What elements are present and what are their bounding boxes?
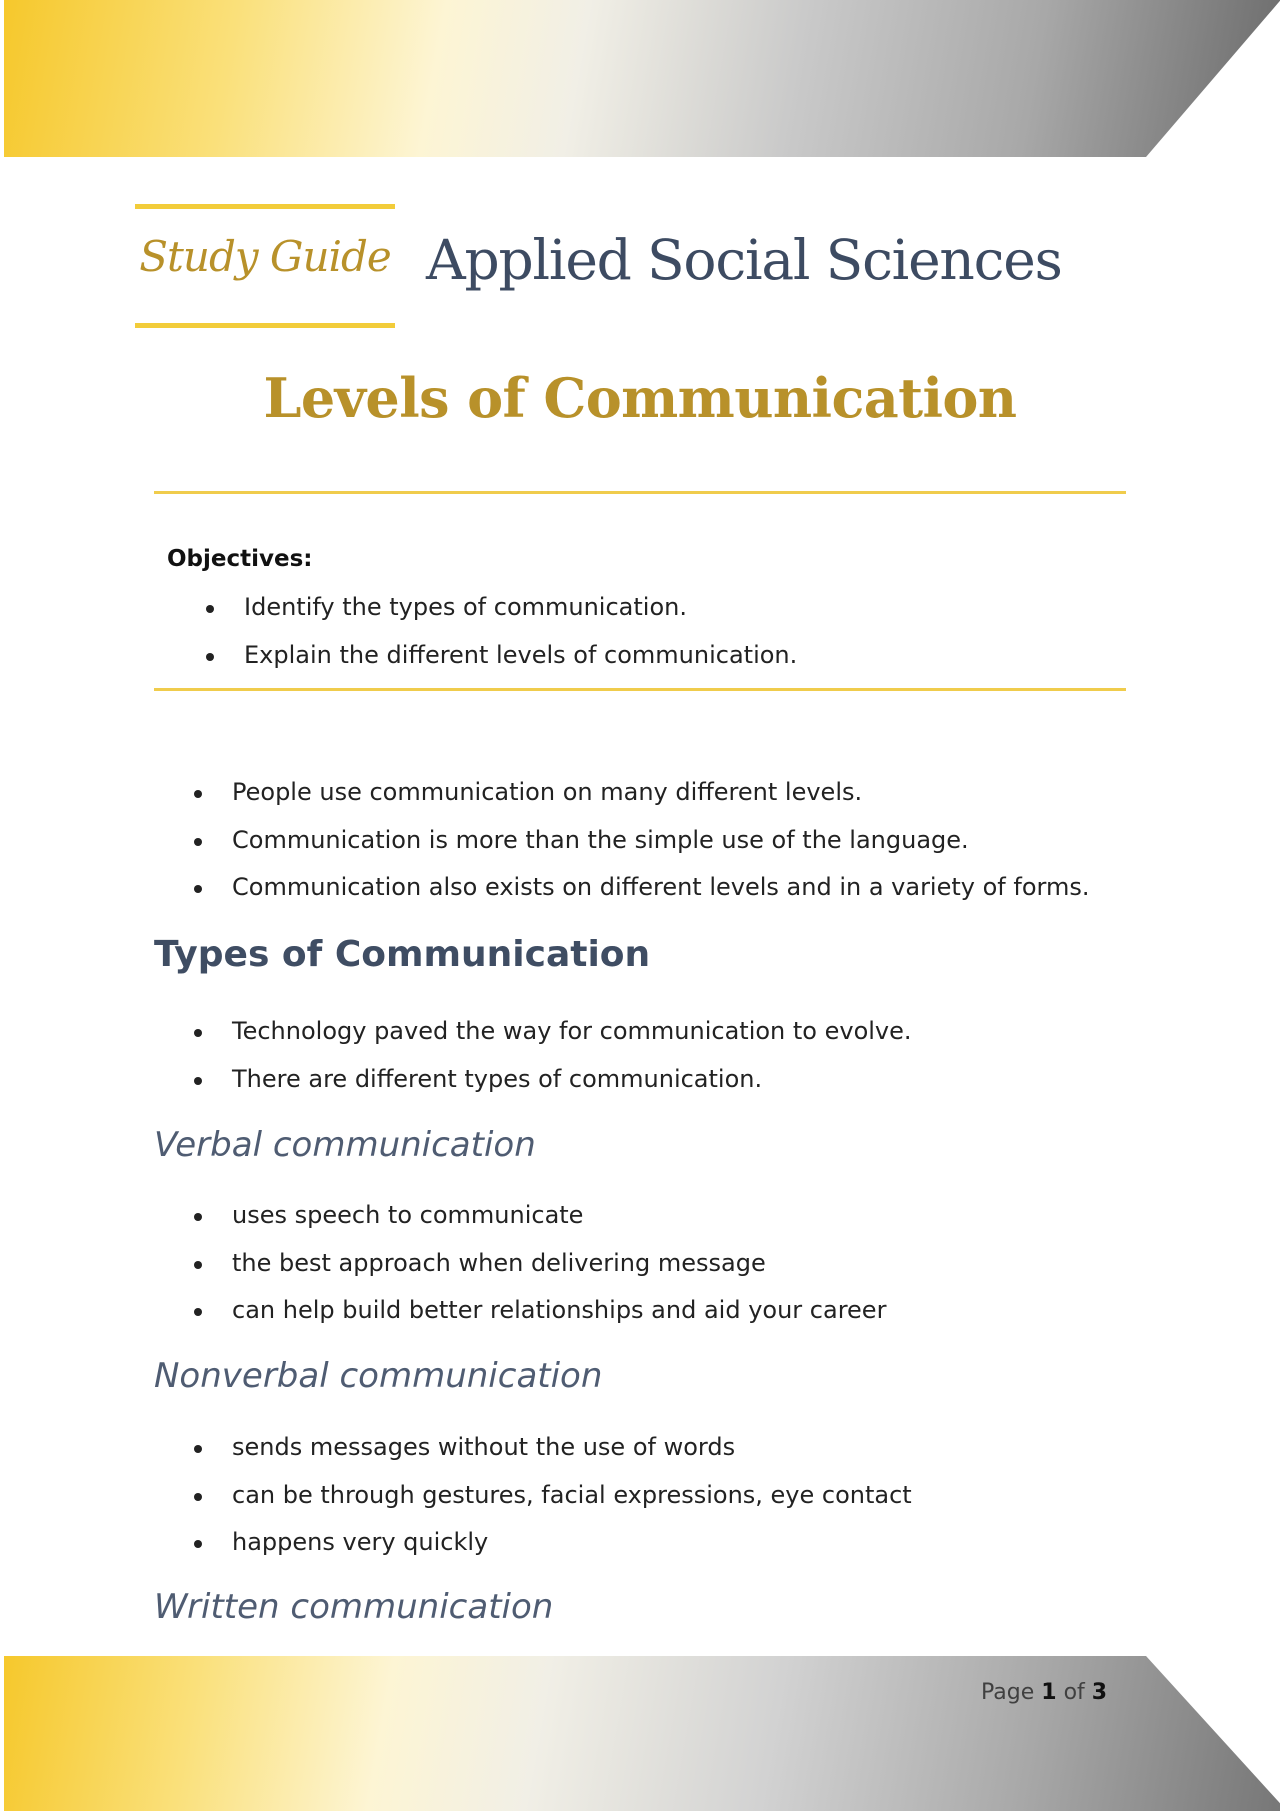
objectives-bottom-divider (154, 688, 1126, 691)
list-item: can be through gestures, facial expressions, eye contact (194, 1472, 912, 1520)
list-item: uses speech to communicate (194, 1192, 886, 1240)
list-item: the best approach when delivering message (194, 1240, 886, 1288)
objectives-label: Objectives: (167, 546, 313, 572)
list-item: Communication is more than the simple use of the language. (194, 817, 1089, 865)
intro-list (194, 769, 1089, 912)
course-title: Applied Social Sciences (426, 228, 1062, 292)
total-pages: 3 (1091, 1680, 1108, 1705)
header-banner (4, 0, 1280, 157)
types-list (194, 1008, 912, 1103)
subheading-verbal: Verbal communication (154, 1125, 536, 1165)
list-item: Identify the types of communication. (206, 584, 797, 632)
nonverbal-list (194, 1424, 912, 1567)
subheading-written: Written communication (154, 1587, 554, 1627)
verbal-list (194, 1192, 886, 1335)
list-item: sends messages without the use of words (194, 1424, 912, 1472)
section-heading-types: Types of Communication (154, 934, 651, 975)
list-item: Technology paved the way for communication to evolve. (194, 1008, 912, 1056)
current-page: 1 (1041, 1680, 1057, 1705)
study-guide-tag (135, 204, 395, 328)
of-word: of (1063, 1680, 1085, 1705)
list-item: Explain the different levels of communication. (206, 632, 797, 680)
lesson-title: Levels of Communication (263, 366, 1017, 430)
list-item: Communication also exists on different levels and in a variety of forms. (194, 864, 1089, 912)
list-item: People use communication on many different levels. (194, 769, 1089, 817)
objectives-list (206, 584, 797, 679)
page-word: Page (981, 1680, 1035, 1705)
list-item: There are different types of communication. (194, 1056, 912, 1104)
study-guide-label: Study Guide (139, 232, 391, 281)
list-item: happens very quickly (194, 1519, 912, 1567)
objectives-top-divider (154, 491, 1126, 494)
page-number (981, 1680, 1107, 1705)
subheading-nonverbal: Nonverbal communication (154, 1356, 603, 1396)
list-item: can help build better relationships and aid your career (194, 1287, 886, 1335)
